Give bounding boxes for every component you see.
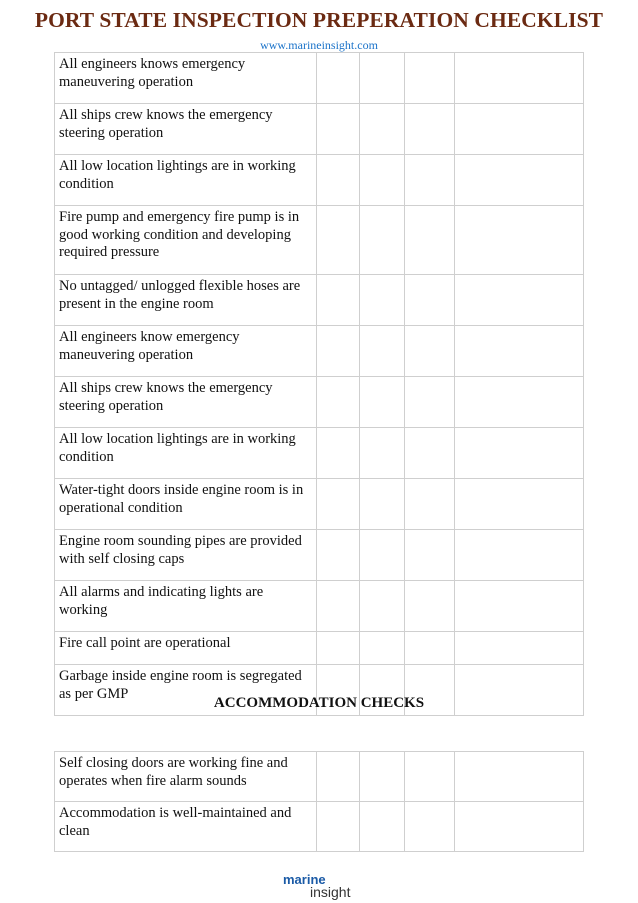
remarks-cell[interactable] bbox=[455, 104, 584, 155]
remarks-cell[interactable] bbox=[455, 53, 584, 104]
checklist-item-text: All engineers know emergency maneuvering operation bbox=[55, 326, 317, 377]
check-cell[interactable] bbox=[405, 581, 455, 632]
checklist-item-text: Water-tight doors inside engine room is in operational condition bbox=[55, 479, 317, 530]
check-cell[interactable] bbox=[317, 530, 360, 581]
checklist-row bbox=[55, 155, 584, 206]
checklist-row bbox=[55, 428, 584, 479]
check-cell[interactable] bbox=[360, 530, 405, 581]
check-cell[interactable] bbox=[317, 275, 360, 326]
checklist-item-text: Engine room sounding pipes are provided with self closing caps bbox=[55, 530, 317, 581]
check-cell[interactable] bbox=[405, 206, 455, 275]
checklist-item-text: All ships crew knows the emergency steering operation bbox=[55, 104, 317, 155]
check-cell[interactable] bbox=[317, 479, 360, 530]
logo-word-marine: marine bbox=[283, 872, 326, 887]
checklist-row bbox=[55, 104, 584, 155]
check-cell[interactable] bbox=[405, 326, 455, 377]
checklist-row bbox=[55, 581, 584, 632]
checklist-item-text: All engineers knows emergency maneuvering operation bbox=[55, 53, 317, 104]
check-cell[interactable] bbox=[405, 530, 455, 581]
check-cell[interactable] bbox=[317, 632, 360, 665]
check-cell[interactable] bbox=[405, 752, 455, 802]
accommodation-section-heading: ACCOMMODATION CHECKS bbox=[213, 695, 425, 711]
checklist-item-text: Garbage inside engine room is segregated as per GMP bbox=[55, 665, 317, 716]
logo-word-insight: insight bbox=[310, 884, 351, 900]
check-cell[interactable] bbox=[360, 377, 405, 428]
checklist-item-text: Fire pump and emergency fire pump is in good working condition and developing required pressure bbox=[55, 206, 317, 275]
remarks-cell[interactable] bbox=[455, 326, 584, 377]
remarks-cell[interactable] bbox=[455, 632, 584, 665]
checklist-item-text: Self closing doors are working fine and operates when fire alarm sounds bbox=[55, 752, 317, 802]
check-cell[interactable] bbox=[405, 802, 455, 852]
check-cell[interactable] bbox=[317, 104, 360, 155]
check-cell[interactable] bbox=[317, 428, 360, 479]
checklist-row bbox=[55, 632, 584, 665]
checklist-item-text: All low location lightings are in working condition bbox=[55, 428, 317, 479]
remarks-cell[interactable] bbox=[455, 530, 584, 581]
check-cell[interactable] bbox=[360, 53, 405, 104]
remarks-cell[interactable] bbox=[455, 275, 584, 326]
check-cell[interactable] bbox=[360, 632, 405, 665]
checklist-row bbox=[55, 530, 584, 581]
check-cell[interactable] bbox=[317, 802, 360, 852]
checklist-item-text: All low location lightings are in working condition bbox=[55, 155, 317, 206]
remarks-cell[interactable] bbox=[455, 581, 584, 632]
check-cell[interactable] bbox=[360, 104, 405, 155]
check-cell[interactable] bbox=[405, 275, 455, 326]
checklist-row bbox=[55, 326, 584, 377]
check-cell[interactable] bbox=[360, 802, 405, 852]
check-cell[interactable] bbox=[360, 752, 405, 802]
checklist-row bbox=[55, 802, 584, 852]
checklist-row bbox=[55, 275, 584, 326]
check-cell[interactable] bbox=[360, 479, 405, 530]
checklist-item-text: All alarms and indicating lights are working bbox=[55, 581, 317, 632]
checklist-item-text: Accommodation is well-maintained and clean bbox=[55, 802, 317, 852]
checklist-row bbox=[55, 53, 584, 104]
accommodation-checklist-table bbox=[54, 751, 584, 852]
remarks-cell[interactable] bbox=[455, 752, 584, 802]
remarks-cell[interactable] bbox=[455, 479, 584, 530]
check-cell[interactable] bbox=[317, 206, 360, 275]
check-cell[interactable] bbox=[317, 53, 360, 104]
check-cell[interactable] bbox=[317, 326, 360, 377]
checklist-item-text: All ships crew knows the emergency steering operation bbox=[55, 377, 317, 428]
checklist-row bbox=[55, 206, 584, 275]
check-cell[interactable] bbox=[405, 155, 455, 206]
check-cell[interactable] bbox=[317, 752, 360, 802]
checklist-row bbox=[55, 479, 584, 530]
check-cell[interactable] bbox=[317, 155, 360, 206]
check-cell[interactable] bbox=[405, 104, 455, 155]
check-cell[interactable] bbox=[317, 581, 360, 632]
check-cell[interactable] bbox=[405, 632, 455, 665]
checklist-row bbox=[55, 752, 584, 802]
check-cell[interactable] bbox=[317, 377, 360, 428]
page-title: PORT STATE INSPECTION PREPERATION CHECKLIST bbox=[34, 8, 604, 32]
check-cell[interactable] bbox=[360, 206, 405, 275]
check-cell[interactable] bbox=[405, 428, 455, 479]
check-cell[interactable] bbox=[405, 479, 455, 530]
checklist-item-text: Fire call point are operational bbox=[55, 632, 317, 665]
check-cell[interactable] bbox=[360, 428, 405, 479]
check-cell[interactable] bbox=[405, 377, 455, 428]
check-cell[interactable] bbox=[360, 326, 405, 377]
site-url[interactable]: www.marineinsight.com bbox=[260, 38, 378, 52]
remarks-cell[interactable] bbox=[455, 155, 584, 206]
remarks-cell[interactable] bbox=[455, 802, 584, 852]
check-cell[interactable] bbox=[360, 581, 405, 632]
checklist-row bbox=[55, 377, 584, 428]
engine-room-checklist-table bbox=[54, 52, 584, 716]
checklist-item-text: No untagged/ unlogged flexible hoses are present in the engine room bbox=[55, 275, 317, 326]
remarks-cell[interactable] bbox=[455, 377, 584, 428]
remarks-cell[interactable] bbox=[455, 428, 584, 479]
check-cell[interactable] bbox=[360, 275, 405, 326]
remarks-cell[interactable] bbox=[455, 206, 584, 275]
check-cell[interactable] bbox=[360, 155, 405, 206]
marine-insight-logo bbox=[283, 870, 363, 900]
check-cell[interactable] bbox=[405, 53, 455, 104]
